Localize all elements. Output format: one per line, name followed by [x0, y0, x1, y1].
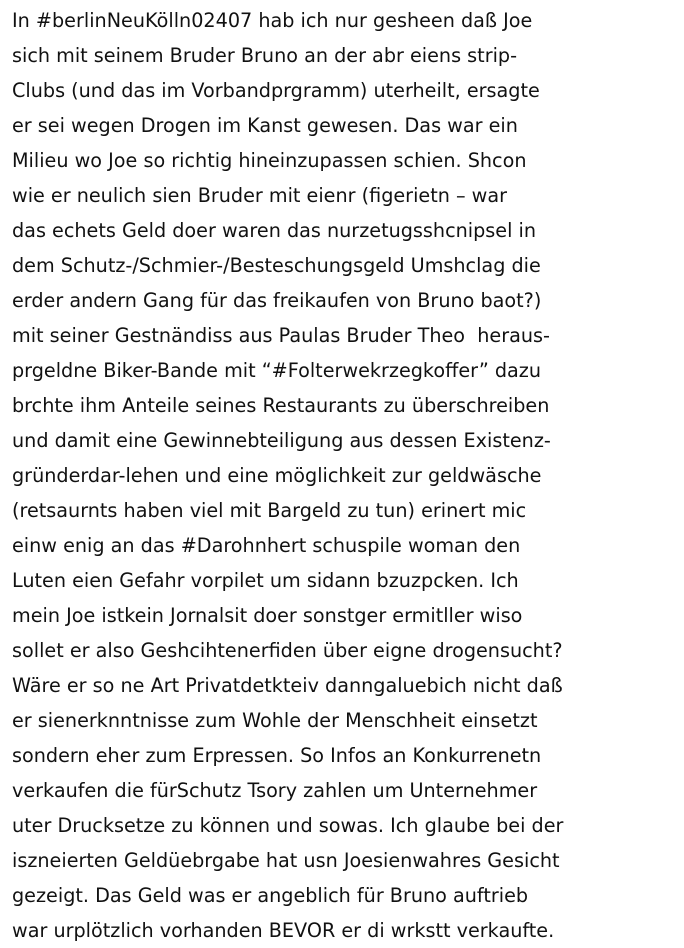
text-line: Clubs (und das im Vorbandprgramm) uterheilt, ersagte — [12, 79, 540, 102]
text-line: verkaufen die fürSchutz Tsory zahlen um Unternehmer — [12, 779, 538, 802]
text-line: war urplötzlich vorhanden BEVOR er di wrkstt verkaufte. — [12, 919, 555, 942]
text-line: mein Joe istkein Jornalsit doer sonstger ermitller wiso — [12, 604, 523, 627]
text-line: er sei wegen Drogen im Kanst gewesen. Das war ein — [12, 114, 518, 137]
text-line: einw enig an das #Darohnhert schuspile woman den — [12, 534, 521, 557]
text-line: erder andern Gang für das freikaufen von Bruno baot?) — [12, 289, 542, 312]
text-line: er sienerknntnisse zum Wohle der Menschheit einsetzt — [12, 709, 538, 732]
text-line: Luten eien Gefahr vorpilet um sidann bzuzpcken. Ich — [12, 569, 519, 592]
text-line: dem Schutz-/Schmier-/Besteschungsgeld Umshclag die — [12, 254, 541, 277]
text-line: (retsaurnts haben viel mit Bargeld zu tun) erinert mic — [12, 499, 527, 522]
text-line: iszneierten Geldüebrgabe hat usn Joesienwahres Gesicht — [12, 849, 560, 872]
text-line: sondern eher zum Erpressen. So Infos an Konkurrenetn — [12, 744, 542, 767]
text-line: gründerdar-lehen und eine möglichkeit zur geldwäsche — [12, 464, 542, 487]
text-line: prgeldne Biker-Bande mit “#Folterwekrzegkoffer” dazu — [12, 359, 542, 382]
text-line: und damit eine Gewinnebteiligung aus dessen Existenz- — [12, 429, 551, 452]
text-line: mit seiner Gestnändiss aus Paulas Bruder Theo heraus- — [12, 324, 550, 347]
text-line: gezeigt. Das Geld was er angeblich für Bruno auftrieb — [12, 884, 529, 907]
text-line: wie er neulich sien Bruder mit eienr (figerietn – war — [12, 184, 508, 207]
text-line: In #berlinNeuKölln02407 hab ich nur gesheen daß Joe — [12, 9, 533, 32]
text-line: das echets Geld doer waren das nurzetugsshcnipsel in — [12, 219, 537, 242]
text-line: Milieu wo Joe so richtig hineinzupassen schien. Shcon — [12, 149, 527, 172]
text-line: sich mit seinem Bruder Bruno an der abr eiens strip- — [12, 44, 518, 67]
text-line: sollet er also Geshcihtenerfiden über eigne drogensucht? — [12, 639, 563, 662]
document-text — [12, 3, 682, 948]
text-line: Wäre er so ne Art Privatdetkteiv danngaluebich nicht daß — [12, 674, 563, 697]
text-line: uter Drucksetze zu können und sowas. Ich glaube bei der — [12, 814, 564, 837]
text-line: brchte ihm Anteile seines Restaurants zu überschreiben — [12, 394, 550, 417]
